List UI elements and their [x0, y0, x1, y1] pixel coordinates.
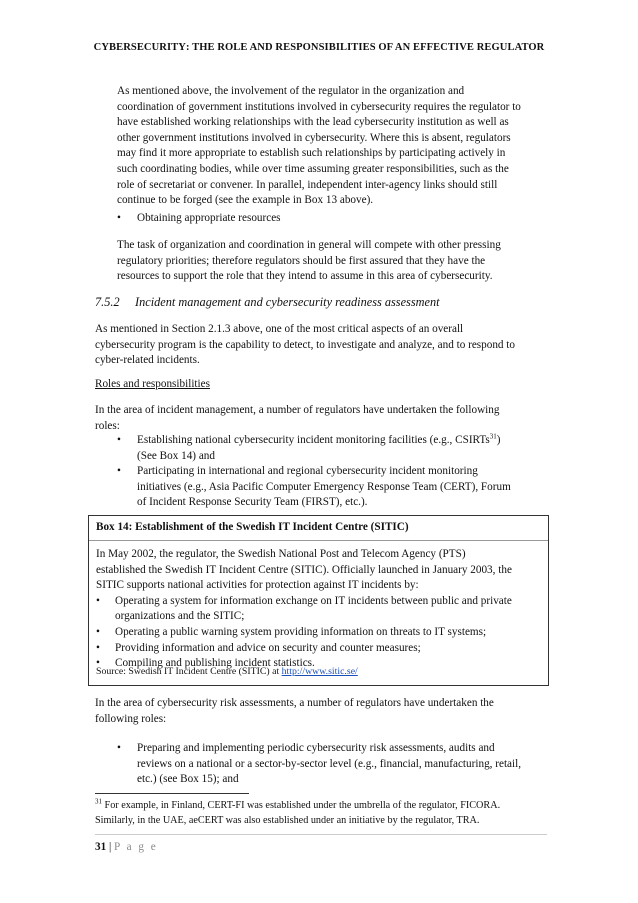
footnote-divider: [95, 793, 249, 794]
page-number: 31: [95, 841, 107, 853]
line: following roles:: [95, 712, 167, 725]
bullet-icon: •: [117, 742, 121, 754]
line: regulatory priorities; therefore regulators should be first assured that they have the: [117, 254, 486, 267]
footnote-ref: 31: [489, 432, 497, 441]
box-14: [88, 515, 549, 686]
line: etc.) (see Box 15); and: [137, 773, 239, 786]
line: ): [496, 434, 501, 446]
line: other government institutions involved in cybersecurity. Where this is absent, regulators: [117, 131, 511, 144]
bullet-icon: •: [96, 594, 100, 607]
page-label: P a g e: [114, 841, 158, 853]
risk-intro: [95, 696, 547, 727]
line: In May 2002, the regulator, the Swedish National Post and Telecom Agency (PTS): [96, 548, 466, 560]
bullet-icon: •: [96, 641, 100, 654]
page-footer: [95, 841, 158, 853]
line: initiatives (e.g., Asia Pacific Computer Emergency Response Team (CERT), Forum: [137, 480, 511, 493]
source-link[interactable]: http://www.sitic.se/: [281, 666, 358, 677]
hdr-part: : T: [185, 42, 200, 53]
line: may find it more appropriate to establish such relationships by participating actively in: [117, 147, 506, 160]
line: such coordinating bodies, while over time assuming greater responsibilities, such as the: [117, 162, 509, 175]
line: In the area of incident management, a number of regulators have undertaken the following: [95, 404, 500, 416]
footer-divider: [95, 834, 547, 835]
footer-separator: |: [108, 841, 112, 853]
line: Similarly, in the UAE, aeCERT was also established under an initiative by the regulator, TRA.: [95, 815, 480, 827]
hdr-part: OLE AND: [225, 42, 276, 53]
line: Operating a system for information exchange on IT incidents between public and private: [115, 594, 512, 607]
roles-intro: [95, 403, 547, 434]
bullet-icon: •: [96, 657, 100, 670]
box-paragraph: [96, 547, 542, 672]
bullet-icon: •: [117, 434, 121, 446]
bullet-icon: •: [117, 465, 121, 477]
line: reviews on a national or a sector-by-sector level (e.g., financial, manufacturing, retail,: [137, 757, 522, 770]
resources-paragraph: [117, 238, 547, 285]
line: continue to be forged (see the example in Box 13 above).: [117, 194, 374, 207]
line: As mentioned in Section 2.1.3 above, one of the most critical aspects of an overall: [95, 323, 464, 335]
line: For example, in Finland, CERT-FI was established under the umbrella of the regulator, FICORA.: [102, 800, 501, 811]
hdr-part: R: [217, 42, 225, 53]
section-number: 7.5.2: [95, 295, 120, 309]
footnote-mark: 31: [95, 797, 102, 806]
hdr-part: R: [476, 42, 485, 53]
hdr-part: EGULATOR: [484, 42, 545, 53]
intro-paragraph: [117, 84, 547, 209]
section-title: Incident management and cybersecurity readiness assessment: [135, 295, 440, 309]
list-item: [96, 594, 542, 625]
box-divider: [89, 540, 548, 541]
line: Preparing and implementing periodic cybersecurity risk assessments, audits and: [137, 742, 495, 754]
hdr-part: ESPONSIBILITIES OF AN: [283, 42, 413, 53]
subheading: Roles and responsibilities: [95, 378, 210, 390]
line: resources to support the role that they intend to assume in this area of cybersecurity.: [117, 270, 493, 283]
line: coordination of government institutions involved in cybersecurity requires the regulator to: [117, 100, 521, 113]
line: organizations and the SITIC;: [115, 610, 245, 623]
line: Operating a public warning system providing information on threats to IT systems;: [115, 625, 487, 638]
line: Participating in international and regional cybersecurity incident monitoring: [137, 465, 478, 477]
hdr-part: YBERSECURITY: [101, 42, 186, 53]
source-label: Source: Swedish IT Incident Centre (SITIC) at: [96, 666, 282, 677]
line: SITIC supports national activities for protection against IT incidents by:: [96, 579, 419, 592]
line: role of secretariat or convener. In parallel, independent inter-agency links should still: [117, 178, 498, 191]
hdr-part: HE: [199, 42, 218, 53]
line: Providing information and advice on security and counter measures;: [115, 641, 421, 654]
line: established the Swedish IT Incident Centre (SITIC). Officially launched in January 2003, the: [96, 563, 512, 576]
line: of Incident Response Security Team (FIRST), etc.).: [137, 496, 368, 509]
line: roles:: [95, 419, 120, 432]
section-paragraph: [95, 322, 547, 369]
bullet-icon: •: [117, 212, 121, 224]
line: cyber-related incidents.: [95, 354, 200, 367]
list-item: [96, 641, 542, 657]
hdr-part: E: [413, 42, 421, 53]
line: Establishing national cybersecurity incident monitoring facilities (e.g., CSIRTs: [137, 434, 490, 446]
line: As mentioned above, the involvement of the regulator in the organization and: [117, 85, 465, 97]
box-source: [96, 666, 358, 677]
line: Compiling and publishing incident statistics.: [115, 657, 315, 670]
line: The task of organization and coordination in general will compete with other pressing: [117, 239, 501, 251]
bullet-icon: •: [96, 625, 100, 638]
running-header: [0, 42, 638, 53]
line: cybersecurity program is the capability to detect, to investigate and analyze, and to respond to: [95, 338, 516, 351]
hdr-part: C: [93, 42, 102, 53]
line: have established working relationships with the lead cybersecurity institution as well as: [117, 116, 509, 129]
line: (See Box 14) and: [137, 449, 215, 462]
box-title: Box 14: Establishment of the Swedish IT Incident Centre (SITIC): [96, 521, 409, 533]
section-heading: [95, 295, 440, 310]
list-item-text: Obtaining appropriate resources: [137, 212, 281, 224]
hdr-part: R: [275, 42, 284, 53]
line: In the area of cybersecurity risk assessments, a number of regulators have undertaken the: [95, 697, 494, 709]
hdr-part: FFECTIVE: [420, 42, 477, 53]
list-item: [96, 625, 542, 641]
footnote: [95, 798, 547, 829]
